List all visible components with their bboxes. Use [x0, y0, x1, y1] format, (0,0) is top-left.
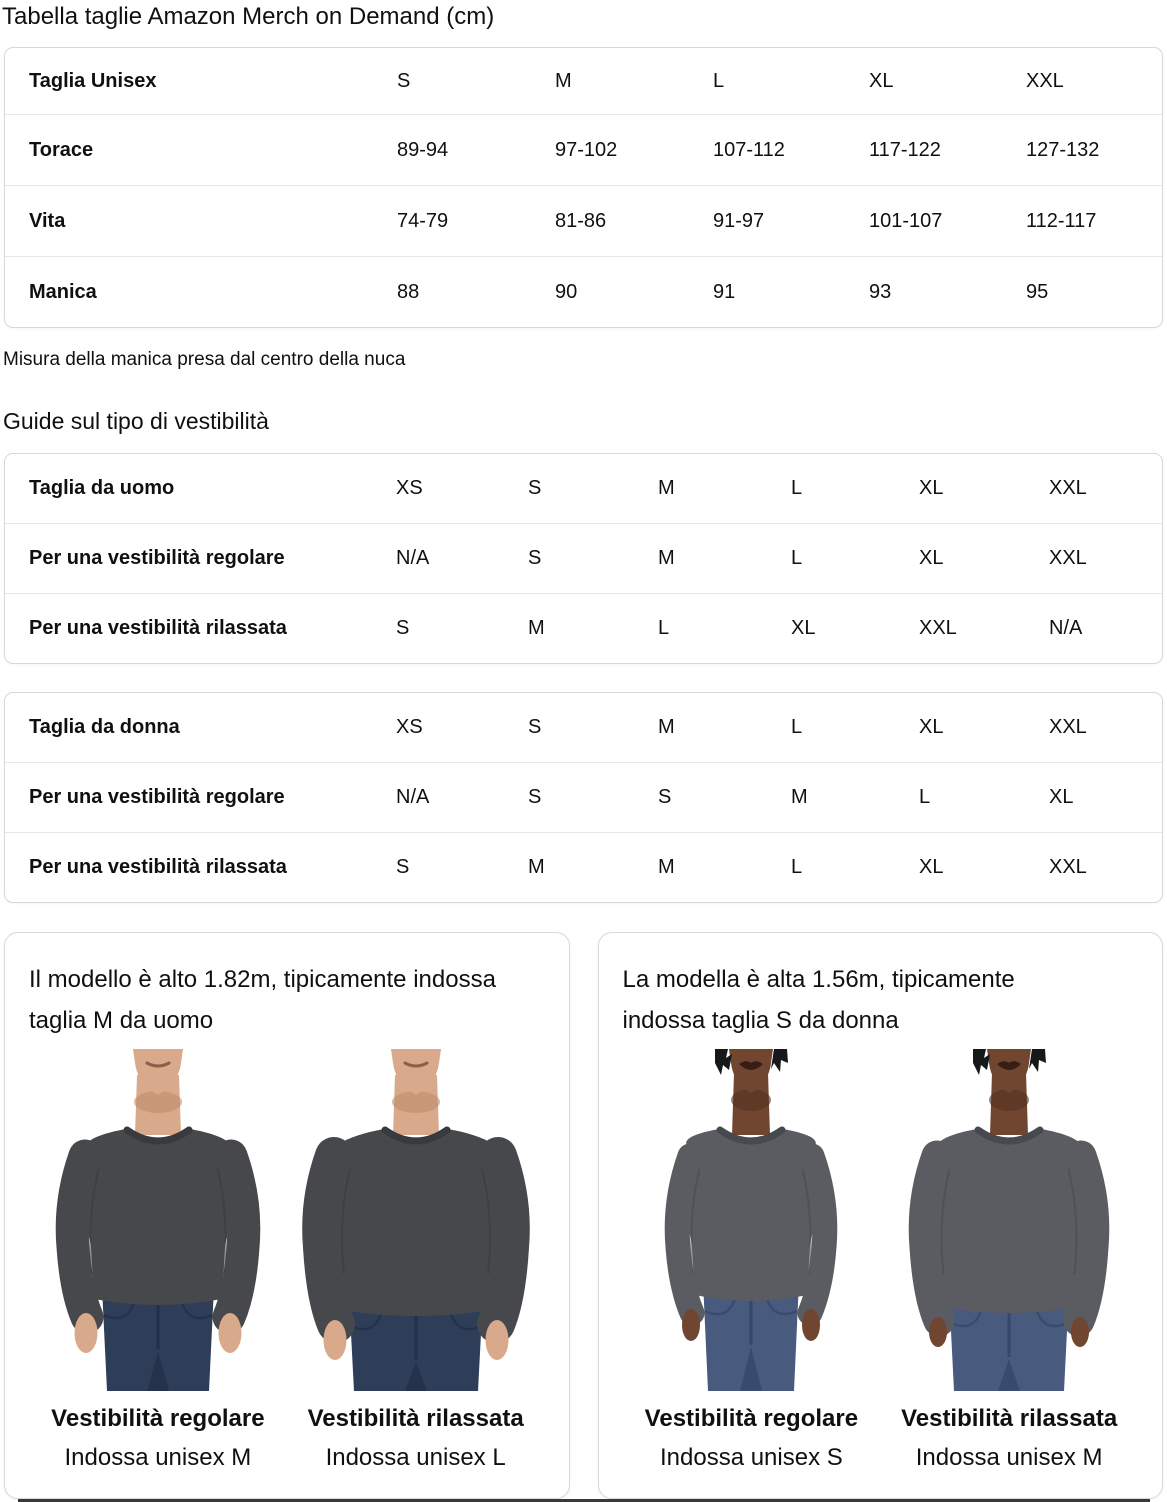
table-row — [5, 48, 1162, 114]
row-label: Taglia da uomo — [29, 477, 175, 499]
size-cell: XS — [396, 716, 423, 738]
size-cell: XXL — [919, 617, 957, 639]
size-cell: 112-117 — [1026, 209, 1097, 232]
size-cell: XL — [791, 617, 816, 639]
size-cell: N/A — [396, 547, 430, 569]
row-label: Per una vestibilità rilassata — [29, 617, 287, 639]
table-row — [5, 693, 1162, 762]
fit-examples-women — [623, 1049, 1139, 1473]
size-cell: XL — [1049, 786, 1074, 808]
size-cell: 107-112 — [713, 138, 785, 161]
size-cell: M — [528, 856, 545, 878]
size-cell: XS — [396, 477, 423, 499]
table-row — [5, 832, 1162, 902]
size-cell: L — [791, 856, 803, 878]
page-title: Tabella taglie Amazon Merch on Demand (cm) — [2, 3, 495, 30]
table-row — [5, 256, 1162, 327]
row-label: Per una vestibilità regolare — [29, 786, 285, 808]
size-cell: 117-122 — [869, 138, 941, 161]
size-cell: S — [528, 716, 542, 738]
table-row — [5, 454, 1162, 523]
table-row — [5, 593, 1162, 663]
fit-example-women-regular — [623, 1049, 881, 1473]
size-cell: L — [791, 716, 803, 738]
model-card-men — [4, 932, 570, 1499]
size-cell: M — [658, 856, 675, 878]
model-photo-male-relaxed-fit — [291, 1049, 541, 1391]
fit-size: Indossa unisex M — [915, 1444, 1103, 1471]
fit-example-women-relaxed — [880, 1049, 1138, 1473]
row-label: Taglia da donna — [29, 716, 180, 738]
size-cell: 101-107 — [869, 209, 943, 232]
fit-example-men-regular — [29, 1049, 287, 1473]
size-cell: L — [791, 477, 803, 499]
unisex-size-table — [4, 47, 1163, 328]
fit-size: Indossa unisex M — [64, 1444, 252, 1471]
size-cell: S — [397, 69, 411, 92]
size-chart-page — [0, 2, 1167, 1499]
size-cell: XL — [919, 856, 944, 878]
model-photo-female-relaxed-fit — [884, 1049, 1134, 1391]
size-cell: XL — [919, 547, 944, 569]
size-cell: 93 — [869, 280, 892, 303]
fit-name: Vestibilità rilassata — [901, 1405, 1118, 1432]
table-row — [5, 185, 1162, 256]
fit-size: Indossa unisex L — [325, 1444, 506, 1471]
model-photo-female-regular-fit — [626, 1049, 876, 1391]
size-cell: 95 — [1026, 280, 1049, 303]
fit-name: Vestibilità rilassata — [307, 1405, 524, 1432]
fit-examples-men — [29, 1049, 545, 1473]
size-cell: 127-132 — [1026, 138, 1100, 161]
size-cell: XXL — [1049, 547, 1087, 569]
size-cell: S — [528, 786, 542, 808]
size-cell: 81-86 — [555, 209, 607, 232]
size-cell: N/A — [396, 786, 430, 808]
row-label: Manica — [29, 280, 97, 303]
size-cell: XL — [919, 716, 944, 738]
size-cell: 74-79 — [397, 209, 449, 232]
size-cell: 89-94 — [397, 138, 449, 161]
size-cell: M — [528, 617, 545, 639]
women-fit-table — [4, 692, 1163, 903]
size-cell: XXL — [1049, 716, 1087, 738]
size-cell: M — [555, 69, 572, 92]
fit-size: Indossa unisex S — [659, 1444, 843, 1471]
row-label: Vita — [29, 209, 66, 232]
size-cell: M — [658, 547, 675, 569]
fit-name: Vestibilità regolare — [51, 1405, 265, 1432]
model-photo-male-regular-fit — [33, 1049, 283, 1391]
size-cell: M — [791, 786, 808, 808]
size-cell: M — [658, 716, 675, 738]
size-cell: 97-102 — [555, 138, 618, 161]
size-cell: L — [791, 547, 803, 569]
model-description-men: Il modello è alto 1.82m, tipicamente indossa taglia M da uomo — [29, 966, 496, 1034]
fit-example-men-relaxed — [287, 1049, 545, 1473]
size-cell: S — [528, 547, 542, 569]
size-cell: L — [919, 786, 931, 808]
table-row — [5, 114, 1162, 185]
model-card-women — [598, 932, 1164, 1499]
model-description-women: La modella è alta 1.56m, tipicamente indossa taglia S da donna — [622, 966, 1015, 1034]
table-row — [5, 762, 1162, 832]
size-cell: 88 — [397, 280, 420, 303]
row-label: Taglia Unisex — [29, 69, 157, 92]
size-cell: XXL — [1026, 69, 1064, 92]
row-label: Per una vestibilità rilassata — [29, 856, 287, 878]
sleeve-measure-note: Misura della manica presa dal centro della nuca — [3, 349, 406, 370]
size-cell: 90 — [555, 280, 578, 303]
size-cell: XL — [869, 69, 894, 92]
size-cell: S — [658, 786, 672, 808]
fit-guide-heading: Guide sul tipo di vestibilità — [3, 408, 269, 434]
fit-name: Vestibilità regolare — [644, 1405, 859, 1432]
size-cell: 91-97 — [713, 209, 765, 232]
row-label: Per una vestibilità regolare — [29, 547, 285, 569]
size-cell: L — [713, 69, 725, 92]
size-cell: S — [396, 617, 410, 639]
size-cell: N/A — [1049, 617, 1083, 639]
size-cell: M — [658, 477, 675, 499]
size-cell: S — [528, 477, 542, 499]
size-cell: XXL — [1049, 856, 1087, 878]
row-label: Torace — [29, 138, 94, 161]
model-cards — [4, 932, 1163, 1499]
size-cell: XL — [919, 477, 944, 499]
size-cell: XXL — [1049, 477, 1087, 499]
size-cell: 91 — [713, 280, 736, 303]
men-fit-table — [4, 453, 1163, 664]
size-cell: S — [396, 856, 410, 878]
table-row — [5, 523, 1162, 593]
size-cell: L — [658, 617, 670, 639]
